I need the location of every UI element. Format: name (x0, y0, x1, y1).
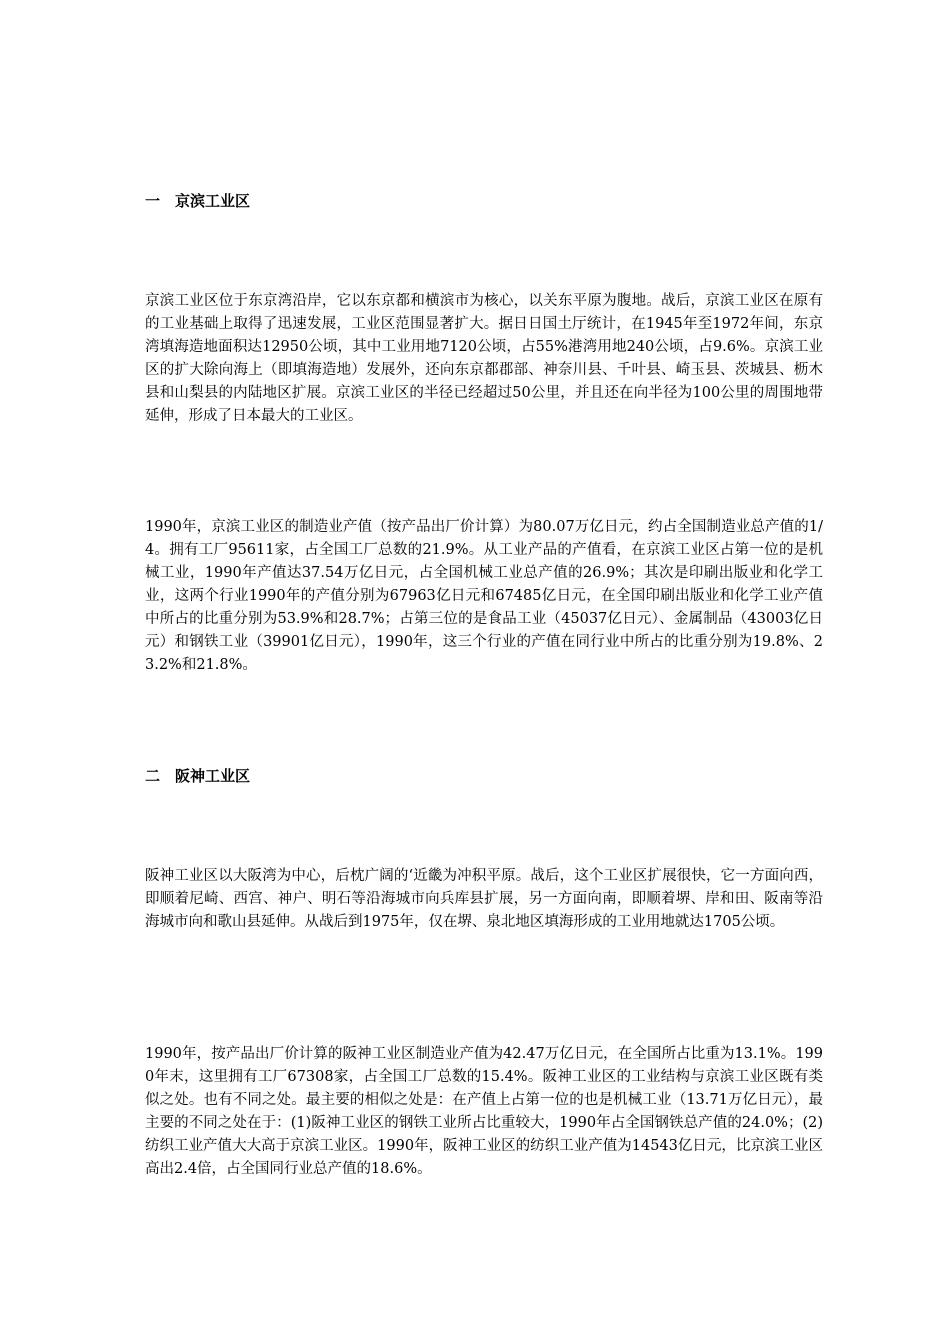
paragraph-keihin-output: 1990年，京滨工业区的制造业产值（按产品出厂价计算）为80.07万亿日元，约占全国制造业总产值的1/4。拥有工厂95611家，占全国工厂总数的21.9%。从工业产品的产值看，在京滨工业区占第一位的是机械工业，1990年产值达37.54万亿日元，占全国机械工业总产值的26.9%；其次是印刷出版业和化学工业，这两个行业1990年的产值分别为67963亿日元和67485亿日元，在全国印刷出版业和化学工业产值中所占的比重分别为53.9%和28.7%；占第三位的是食品工业（45037亿日元）、金属制品（43003亿日元）和钢铁工业（39901亿日元），1990年，这三个行业的产值在同行业中所占的比重分别为19.8%、23.2%和21.8%。 (145, 519, 823, 673)
section-heading-keihin: 一 京滨工业区 (145, 192, 251, 210)
paragraph-hanshin-output: 1990年，按产品出厂价计算的阪神工业区制造业产值为42.47万亿日元，在全国所占比重为13.1%。1990年末，这里拥有工厂67308家，占全国工厂总数的15.4%。阪神工业区的工业结构与京滨工业区既有类似之处。也有不同之处。最主要的相似之处是：在产值上占第一位的也是机械工业（13.71万亿日元），最主要的不同之处在于：(1)阪神工业区的钢铁工业所占比重较大，1990年占全国钢铁总产值的24.0%；(2)纺织工业产值大大高于京滨工业区。1990年，阪神工业区的纺织工业产值为14543亿日元，比京滨工业区高出2.4倍，占全国同行业总产值的18.6%。 (145, 1046, 823, 1177)
paragraph-keihin-overview: 京滨工业区位于东京湾沿岸，它以东京都和横滨市为核心，以关东平原为腹地。战后，京滨工业区在原有的工业基础上取得了迅速发展，工业区范围显著扩大。据日日国土厅统计，在1945年至1972年间，东京湾填海造地面积达12950公顷，其中工业用地7120公顷，占55%港湾用地240公顷，占9.6%。京滨工业区的扩大除向海上（即填海造地）发展外，还向东京都郡部、神奈川县、千叶县、崎玉县、茨城县、枥木县和山梨县的内陆地区扩展。京滨工业区的半径已经超过50公里，并且还在向半径为100公里的周围地带延伸，形成了日本最大的工业区。 (145, 293, 823, 424)
section-heading-hanshin: 二 阪神工业区 (145, 767, 251, 785)
paragraph-hanshin-overview: 阪神工业区以大阪湾为中心，后枕广阔的‘近畿为冲积平原。战后，这个工业区扩展很快，它一方面向西，即顺着尼崎、西宫、神户、明石等沿海城市向兵库县扩展，另一方面向南，即顺着堺、岸和田、阪南等沿海城市向和歌山县延伸。从战后到1975年，仅在堺、泉北地区填海形成的工业用地就达1705公顷。 (145, 868, 823, 930)
